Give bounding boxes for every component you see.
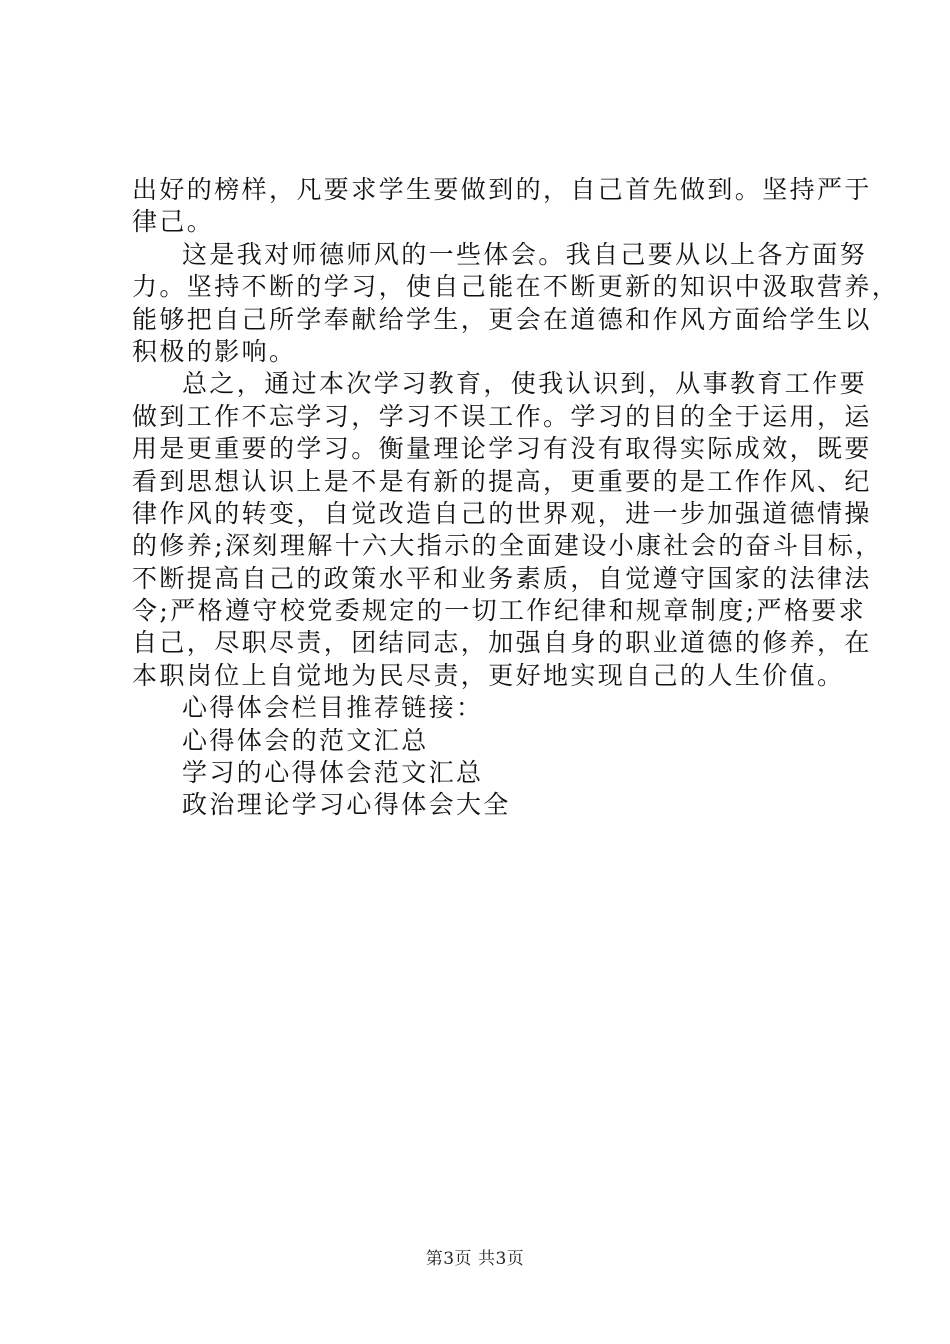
text-line: 积极的影响。	[132, 336, 297, 366]
text-line: 律作风的转变，自觉改造自己的世界观，进一步加强道德情操	[132, 498, 872, 528]
links-heading: 心得体会栏目推荐链接：	[182, 693, 484, 723]
recommended-link[interactable]: 心得体会的范文汇总	[182, 725, 429, 755]
page-number-footer: 第3页 共3页	[425, 1249, 525, 1269]
text-line: 本职岗位上自觉地为民尽责，更好地实现自己的人生价值。	[132, 660, 845, 690]
text-line: 不断提高自己的政策水平和业务素质，自觉遵守国家的法律法	[132, 563, 872, 593]
text-line: 出好的榜样，凡要求学生要做到的，自己首先做到。坚持严于	[132, 175, 872, 204]
text-line: 自己，尽职尽责，团结同志，加强自身的职业道德的修养，在	[132, 628, 872, 658]
text-line: 看到思想认识上是不是有新的提高，更重要的是工作作风、纪	[132, 466, 872, 496]
document-body	[132, 174, 900, 822]
text-line: 令;严格遵守校党委规定的一切工作纪律和规章制度;严格要求	[132, 596, 867, 626]
text-line: 用是更重要的学习。衡量理论学习有没有取得实际成效，既要	[132, 434, 872, 464]
text-line: 力。坚持不断的学习，使自己能在不断更新的知识中汲取营养，	[132, 272, 900, 302]
paragraph-start-line: 总之，通过本次学习教育，使我认识到，从事教育工作要	[182, 369, 868, 399]
paragraph-start-line: 这是我对师德师风的一些体会。我自己要从以上各方面努	[182, 239, 868, 269]
text-line: 能够把自己所学奉献给学生，更会在道德和作风方面给学生以	[132, 304, 872, 334]
recommended-link[interactable]: 学习的心得体会范文汇总	[182, 758, 484, 788]
text-line: 的修养;深刻理解十六大指示的全面建设小康社会的奋斗目标，	[132, 531, 883, 561]
text-line: 做到工作不忘学习，学习不误工作。学习的目的全于运用，运	[132, 401, 872, 431]
recommended-link[interactable]: 政治理论学习心得体会大全	[182, 790, 511, 820]
text-line: 律己。	[132, 207, 215, 237]
